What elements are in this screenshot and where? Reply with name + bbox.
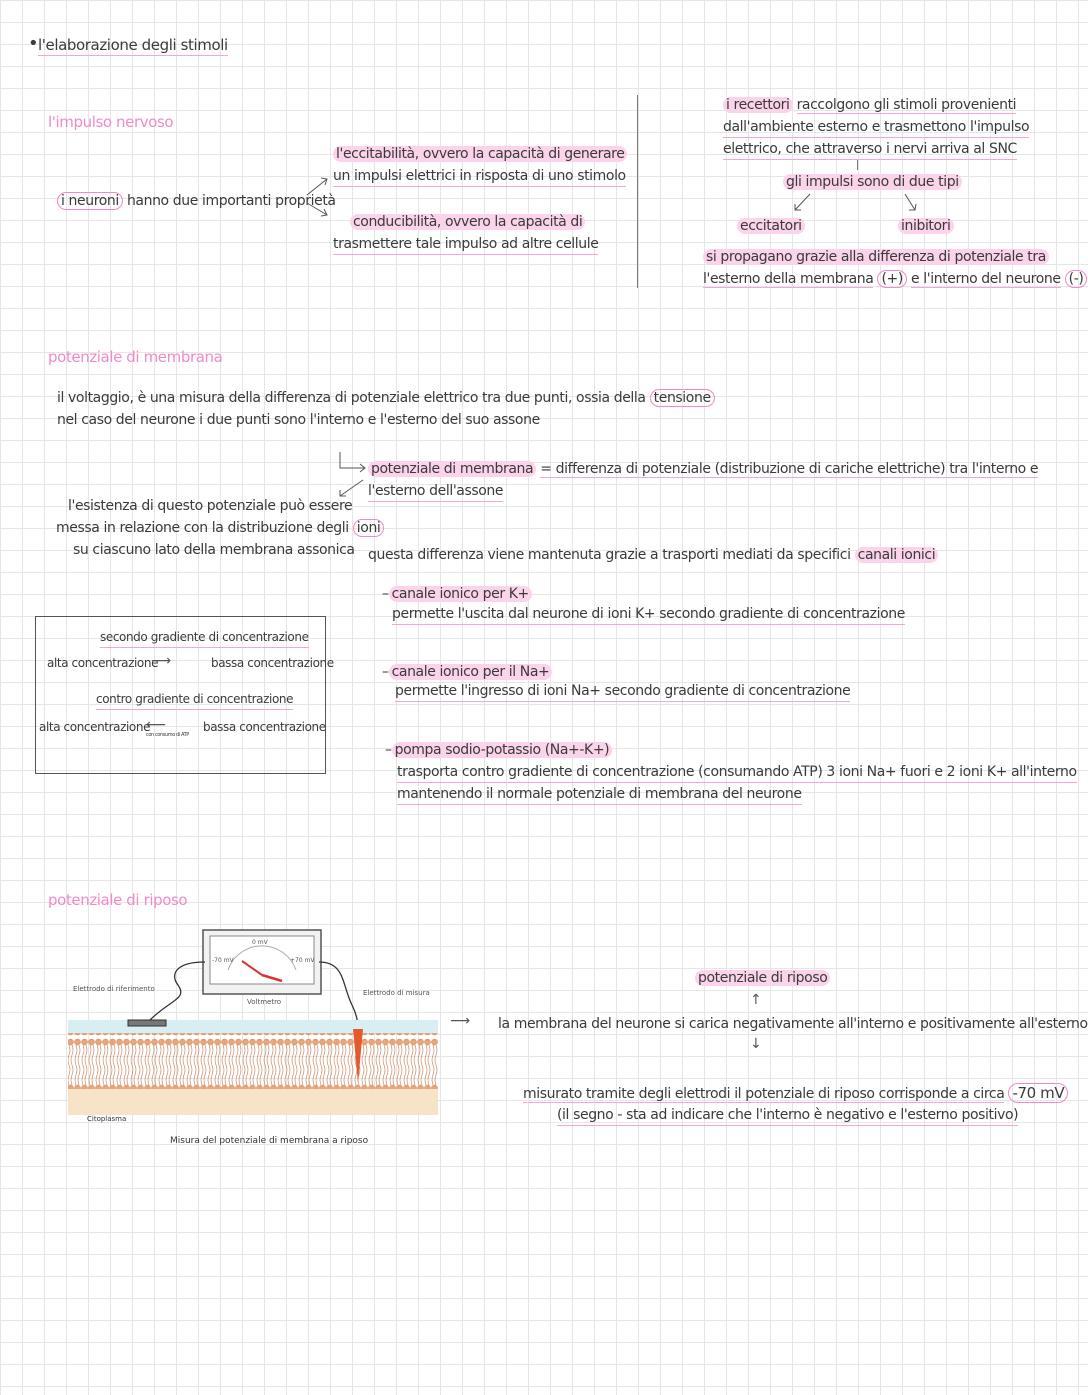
prop1-line2: un impulsi elettrici in risposta di uno stimolo [333,166,626,187]
contro-label: contro gradiente di concentrazione [96,689,293,710]
def-arrows [335,450,370,500]
esistenza-line1: l'esistenza di questo potenziale può essere [68,498,353,514]
def-line1: potenziale di membrana = differenza di potenziale (distribuzione di cariche elettriche) tra l'interno e [368,459,1038,479]
neuroni-word: i neuroni [57,192,123,210]
prop1-line1: l'eccitabilità, ovvero la capacità di generare [333,144,627,164]
esistenza-line2: messa in relazione con la distribuzione degli ioni [56,518,384,538]
eccitatori: eccitatori [737,216,805,236]
recettori-line1: i recettori raccolgono gli stimoli provenienti [723,95,1016,115]
membrane-figure [60,925,450,1160]
plus70-label: +70 mV [290,957,315,964]
na-desc: permette l'ingresso di ioni Na+ secondo gradiente di concentrazione [395,681,850,702]
page-title: l'elaborazione degli stimoli [38,36,228,54]
arrow-down-icon: ↓ [750,1036,762,1052]
def-line2: l'esterno dell'assone [368,481,503,502]
minus70-label: -70 mV [212,957,234,964]
pompa-desc2: mantenendo il normale potenziale di membrana del neurone [397,784,802,805]
voltaggio-line2: nel caso del neurone i due punti sono l'interno e l'esterno del suo assone [57,412,540,428]
impulso-heading: l'impulso nervoso [48,113,174,131]
column-divider [637,95,638,288]
voltmetro-label: Voltmetro [247,998,282,1006]
elettrodo-rif-label: Elettrodo di riferimento [73,985,155,993]
zero-mv-label: 0 mV [252,939,268,946]
propagano-line2: l'esterno della membrana (+) e l'interno del neurone (-) [703,269,1087,289]
gradient-box [35,616,334,774]
inibitori: inibitori [898,216,954,236]
alta-label-2: alta concentrazione [39,720,151,734]
atp-note: con consumo di ATP [146,732,189,738]
na-title: – canale ionico per il Na+ [382,662,552,682]
membrana-heading: potenziale di membrana [48,348,223,366]
riposo-desc: la membrana del neurone si carica negativamente all'interno e positivamente all'esterno [498,1016,1088,1032]
pompa-title: – pompa sodio-potassio (Na+-K+) [385,740,612,760]
arrow-right-icon: ⟶ [151,653,172,669]
bassa-label-2: bassa concentrazione [203,720,326,734]
misurato-line: misurato tramite degli elettrodi il potenziale di riposo corrisponde a circa -70 mV [523,1083,1068,1104]
secondo-label: secondo gradiente di concentrazione [100,627,309,648]
mantenuta-line: questa differenza viene mantenuta grazie a trasporti mediati da specifici canali ionici [368,545,938,565]
prop2-line2: trasmettere tale impulso ad altre cellule [333,234,598,255]
bassa-label-1: bassa concentrazione [211,656,334,670]
prop2-line1: conducibilità, ovvero la capacità di [350,212,585,232]
elettrodo-mis-label: Elettrodo di misura [363,989,430,997]
pompa-desc1: trasporta contro gradiente di concentrazione (consumando ATP) 3 ioni Na+ fuori e 2 ioni K+ all'interno [397,762,1077,783]
alta-label-1: alta concentrazione [47,656,159,670]
figure-caption: Misura del potenziale di membrana a riposo [170,1136,369,1146]
recettori-line2: dall'ambiente esterno e trasmettono l'impulso [723,117,1029,138]
arrow-up-icon: ↑ [750,992,762,1008]
neuroni-intro [57,191,336,211]
arrow-left-icon: ⟵ [146,717,167,733]
neuroni-rest: hanno due importanti proprietà [126,193,336,209]
voltaggio-line1: il voltaggio, è una misura della differenza di potenziale elettrico tra due punti, ossia della tensione [57,388,715,408]
bullet: • [28,33,39,54]
k-title: – canale ionico per K+ [382,584,532,604]
tipi-line: gli impulsi sono di due tipi [783,172,962,192]
k-desc: permette l'uscita dal neurone di ioni K+ secondo gradiente di concentrazione [392,604,905,625]
branch-arrows [303,165,333,225]
citoplasma-label: Citoplasma [87,1115,127,1123]
esistenza-line3: su ciascuno lato della membrana assonica [73,542,355,558]
segno-line: (il segno - sta ad indicare che l'interno è negativo e l'esterno positivo) [557,1105,1018,1126]
tick [857,160,858,170]
recettori-line3: elettrico, che attraverso i nervi arriva al SNC [723,139,1017,160]
tipi-arrows [780,190,930,215]
arrow-to-riposo-icon: ⟶ [450,1013,471,1029]
riposo-term: potenziale di riposo [695,968,830,988]
propagano-line1: si propagano grazie alla differenza di potenziale tra [703,247,1049,267]
riposo-heading: potenziale di riposo [48,891,188,909]
